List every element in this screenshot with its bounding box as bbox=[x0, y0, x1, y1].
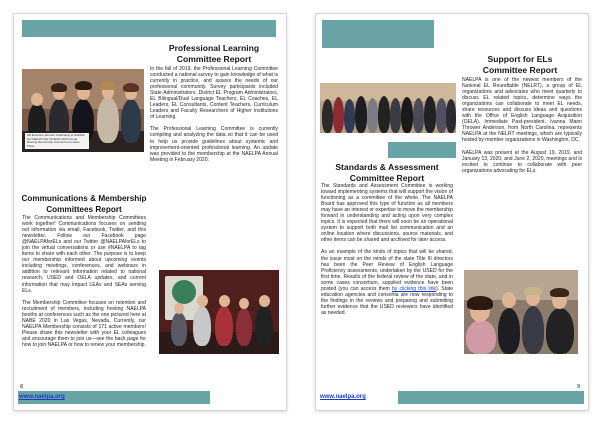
text-segment: As an example of the kinds of topics that will be shared, the issue most on the minds of the state Title III directors has been the Peer Review of English Language Proficiency assessments, undertaken by the USED for the first time. Results of the federal review of the state, and in some cases consortium, supplied evidence have been posted (you can access them bbox=[321, 249, 453, 292]
hair bbox=[100, 81, 116, 90]
face bbox=[259, 295, 270, 307]
website-link[interactable]: www.naelpa.org bbox=[19, 394, 65, 400]
person bbox=[344, 99, 355, 133]
page-number: 8 bbox=[20, 384, 24, 390]
photo-caption: OE Executive Member Celebrating at NAELPA the NAELPA Kick Off-ELPA 2019 Annual Meeting Membership Outreach Committee Photo bbox=[25, 133, 89, 149]
person bbox=[193, 306, 211, 346]
person bbox=[215, 306, 233, 346]
communications-membership-title bbox=[19, 194, 149, 215]
person bbox=[413, 98, 424, 133]
paragraph: The Communications and Membership Committees work together! Communications focuses on sending out information via email, Facebook, Twitter, and this newsletter. Follow our Facebook page @NAELPAforELs and our Twitter @NAELPAforELs to join the virtual conversations or use #NAELPA to tag items to share with each other. The purpose is to keep our membership informed about upcoming events including meetings, conferences, and webinars in addition to relevant information related to national research, USED and OELA updates, and current information that may impact LEAs and SEAs serving ELs. bbox=[22, 215, 146, 294]
professional-learning-title bbox=[148, 43, 280, 64]
person bbox=[522, 306, 544, 354]
face bbox=[174, 303, 184, 314]
right-page bbox=[316, 14, 588, 410]
banner-logo bbox=[172, 280, 196, 304]
face bbox=[31, 93, 43, 106]
person bbox=[171, 312, 187, 346]
person bbox=[390, 98, 401, 133]
title-line: Professional Learning bbox=[168, 43, 260, 53]
website-link[interactable]: www.naelpa.org bbox=[320, 394, 366, 400]
person bbox=[546, 308, 574, 354]
women-group-photo bbox=[22, 69, 144, 152]
title-line: Support for ELs bbox=[487, 54, 553, 64]
person bbox=[466, 320, 496, 354]
person bbox=[236, 308, 252, 346]
paragraph: In the fall of 2019, the Professional Learning Committee conducted a national survey to gain knowledge of what is currently in practice, and assess the needs of our professional community. Survey participants included State Administrators, District EL Program Administrators, EL Bilingual/Dual Language Teachers, EL Coaches, EL Leaders, EL Consultants, Content Teachers, Curriculum Leaders and Faculty Researchers of Higher Institutions of Learning. bbox=[150, 66, 278, 121]
paragraph: The Standards and Assessment Committee is working toward implementing systems that will support the vision of functioning as a committee of the whole. The NAELPA Board has approved this type of function as all members may have an interest or expertise to move the membership forward in understanding and acting upon very complex topics. It is expected that there will soon be an operational system to support both mail list communication and an online location where discussions, source materials, and other items can be shared and archived for later access. bbox=[321, 183, 453, 244]
title-line: Committee Report bbox=[176, 53, 252, 64]
person bbox=[446, 99, 456, 133]
paragraph: The Professional Learning Committee is currently compiling and analyzing the data so that it can be used to help us provide guidelines about systemic and improvement-oriented professional learning. An update was provided to the membership at the NAELPA Annual Meeting in February 2020. bbox=[150, 126, 278, 163]
header-bar bbox=[22, 20, 276, 37]
face bbox=[239, 298, 249, 309]
hair bbox=[75, 81, 92, 90]
standards-assessment-body bbox=[321, 183, 453, 316]
person bbox=[255, 306, 273, 346]
support-for-els-body bbox=[462, 77, 582, 174]
booth-photo bbox=[159, 270, 279, 354]
paragraph bbox=[321, 249, 453, 316]
person bbox=[498, 308, 520, 354]
person bbox=[333, 97, 344, 133]
title-line: Committee Report bbox=[349, 172, 425, 183]
selfie-group-photo bbox=[464, 270, 578, 354]
person bbox=[322, 99, 333, 133]
page-number: 9 bbox=[577, 384, 581, 390]
title-line: Committee Report bbox=[482, 64, 558, 75]
hair bbox=[51, 83, 67, 92]
peer-review-link[interactable]: by clicking this link bbox=[392, 285, 436, 292]
paragraph: NAELPA is one of the newest members of the National EL Roundtable (NELRT), a group of EL organizations and advocates who meet quarterly to discuss EL related topics, determine ways the organizations can collaborate to meet EL needs, share resources and discuss ideas and questions with the Office of English Language Acquisition (OELA). Immediate Past-president, Ivanna Mann Thrower Anderson, from North Carolina, represents NAELPA at the NELRT meetings, which are typically hosted by member organizations in Washington, DC. bbox=[462, 77, 582, 144]
communications-membership-body bbox=[22, 215, 146, 348]
support-for-els-title bbox=[459, 54, 581, 75]
paragraph: The Membership Committee focuses on retention and recruitment of members, including hosting NAELPA booths at conferences such as the one pictured here at NABE 2020 in Las Vegas, Nevada. Currently, our NAELPA Membership consists of 171 active members! Please share this newsletter with your EL colleagues and encourage them to join us—see the back page for how to join NAELPA or how to renew your membership. bbox=[22, 299, 146, 348]
title-line: Committees Report bbox=[46, 204, 122, 214]
title-line: Communications & Membership bbox=[21, 194, 147, 203]
hair bbox=[467, 296, 493, 310]
person bbox=[97, 97, 119, 143]
person bbox=[121, 99, 141, 143]
person bbox=[355, 96, 367, 133]
hair bbox=[123, 83, 139, 92]
professional-learning-body bbox=[150, 66, 278, 163]
person bbox=[367, 98, 378, 133]
text-segment: ). State education agencies and consortia are now responding to the findings in the reviews and preparing and submitting further evidence that the USED reviewers have identified as needed. bbox=[321, 285, 454, 316]
left-page bbox=[14, 14, 286, 410]
hair bbox=[524, 287, 542, 295]
standards-assessment-title bbox=[318, 162, 456, 183]
header-bar bbox=[322, 20, 434, 48]
person bbox=[378, 96, 390, 133]
paragraph: NAELPA was present at the August 19, 2019, and January 13, 2020, and June 2, 2020, meetings and is excited to continue to collaborate with peer organizations advocating for ELs. bbox=[462, 149, 582, 174]
accent-bar bbox=[388, 142, 456, 158]
face bbox=[197, 295, 208, 307]
face bbox=[502, 292, 516, 308]
face bbox=[219, 295, 230, 307]
person bbox=[401, 97, 413, 133]
hair bbox=[550, 288, 569, 297]
roundtable-group-photo bbox=[320, 83, 456, 133]
title-line: Standards & Assessment bbox=[335, 162, 439, 172]
person bbox=[424, 96, 436, 133]
footer-bar bbox=[398, 391, 584, 404]
